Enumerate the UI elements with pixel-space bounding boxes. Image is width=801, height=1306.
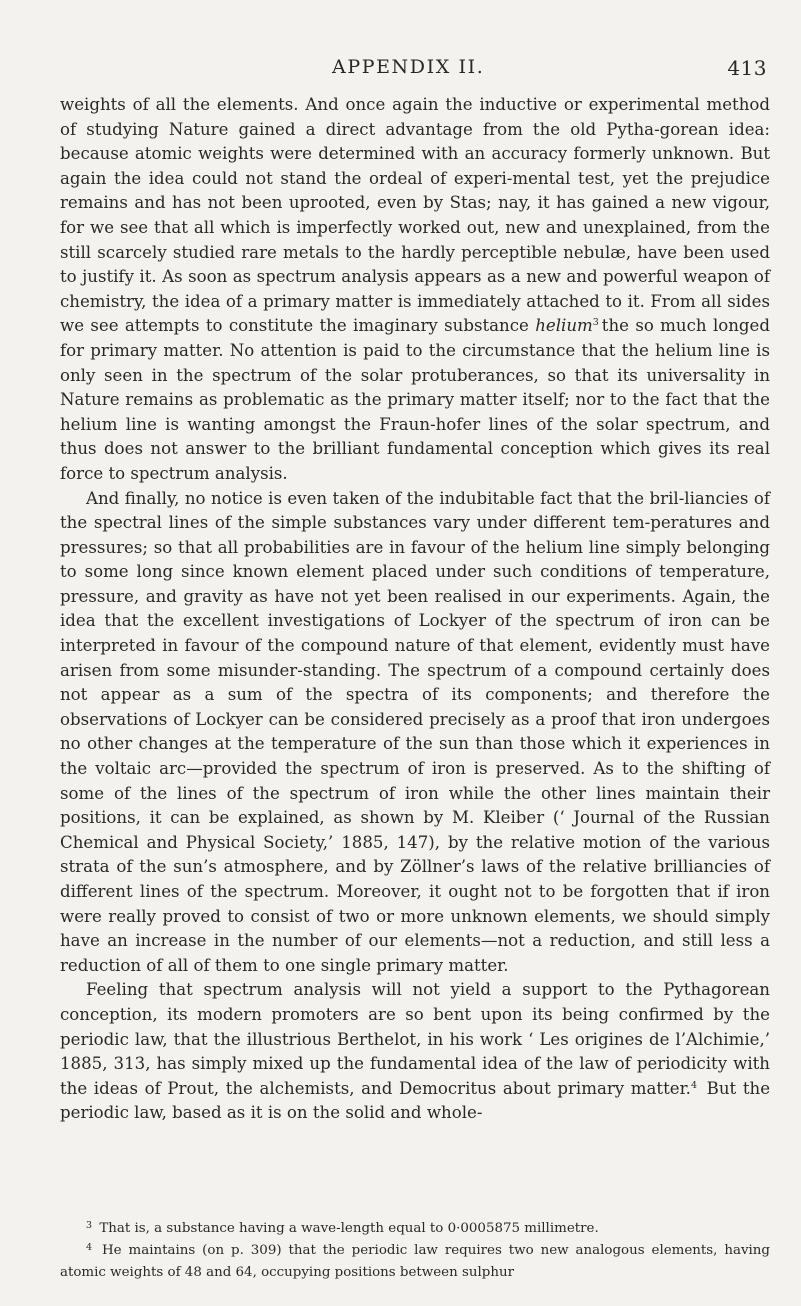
footnote-ref-4: 4	[690, 1079, 698, 1091]
paragraph-3-part-a: Feeling that spectrum analysis will not yield a support to the Pythagorean conception, its modern promoters are so bent upon its being confirmed by the periodic law, that the illustrious Berthelot, in his work ‘ Les origines de l’Alchimie,’ 1885, 313, has simply mixed up the fundamental idea of the law of periodicity with the ideas of Prout, the alchemists, and Democritus about primary matter.	[60, 980, 770, 1098]
footnote-text: He maintains (on p. 309) that the periodic law requires two new analogous elements, having atomic weights of 48 and 64, occupying positions between sulphur	[60, 1243, 770, 1280]
footnotes	[60, 1218, 770, 1284]
paragraph-3	[60, 978, 770, 1126]
footnote-marker: 3	[86, 1220, 93, 1231]
body-text	[60, 93, 770, 1126]
running-header	[0, 56, 801, 86]
paragraph-1	[60, 93, 770, 487]
footnote-marker: 4	[86, 1242, 93, 1253]
paragraph-3-part-b: But the periodic law, based as it is on the solid and whole-	[60, 1078, 771, 1123]
footnote-ref-3: 3	[592, 317, 599, 329]
paragraph-2: And finally, no notice is even taken of the indubitable fact that the bril-liancies of the spectral lines of the simple substances vary under different tem-peratures and pressures; so that all probabilities are in favour of the helium line simply belonging to some long since known element placed under such conditions of temperature, pressure, and gravity as have not yet been realised in our experiments. Again, the idea that the excellent investigations of Lockyer of the spectrum of iron can be interpreted in favour of the compound nature of that element, evidently must have arisen from some misunder-standing. The spectrum of a compound certainly does not appear as a sum of the spectra of its components; and therefore the observations of Lockyer can be considered precisely as a proof that iron undergoes no other changes at the temperature of the sun than those which it experiences in the voltaic arc—provided the spectrum of iron is preserved. As to the shifting of some of the lines of the spectrum of iron while the other lines maintain their positions, it can be explained, as shown by M. Kleiber (‘ Journal of the Russian Chemical and Physical Society,’ 1885, 147), by the relative motion of the various strata of the sun’s atmosphere, and by Zöllner’s laws of the relative brilliancies of different lines of the spectrum. Moreover, it ought not to be forgotten that if iron were really proved to consist of two or more unknown elements, we should simply have an increase in the number of our elements—not a reduction, and still less a reduction of all of them to one single primary matter.	[60, 488, 770, 975]
running-title: APPENDIX II.	[332, 56, 485, 78]
footnote	[60, 1240, 770, 1284]
page-number: 413	[727, 56, 767, 80]
footnote-text: That is, a substance having a wave-length equal to 0·0005875 millimetre.	[99, 1221, 599, 1236]
footnote	[60, 1218, 770, 1240]
paragraph-1-part-a: weights of all the elements. And once again the inductive or experimental method of studying Nature gained a direct advantage from the old Pytha-gorean idea: because atomic weights were determined with an accuracy formerly unknown. But again the idea could not stand the ordeal of experi-mental test, yet the prejudice remains and has not been uprooted, even by Stas; nay, it has gained a new vigour, for we see that all which is imperfectly worked out, new and unexplained, from the still scarcely studied rare metals to the hardly perceptible nebulæ, have been used to justify it. As soon as spectrum analysis appears as a new and powerful weapon of chemistry, the idea of a primary matter is immediately attached to it. From all sides we see attempts to constitute the imaginary substance	[60, 95, 770, 336]
paragraph-1-part-b: the so much longed for primary matter. No attention is paid to the circumstance that the helium line is only seen in the spectrum of the solar protuberances, so that its universality in Nature remains as problematic as the primary matter itself; nor to the fact that the helium line is wanting amongst the Fraun-hofer lines of the solar spectrum, and thus does not answer to the brilliant fundamental conception which gives its real force to spectrum analysis.	[60, 316, 770, 483]
helium-term: helium	[535, 316, 593, 336]
